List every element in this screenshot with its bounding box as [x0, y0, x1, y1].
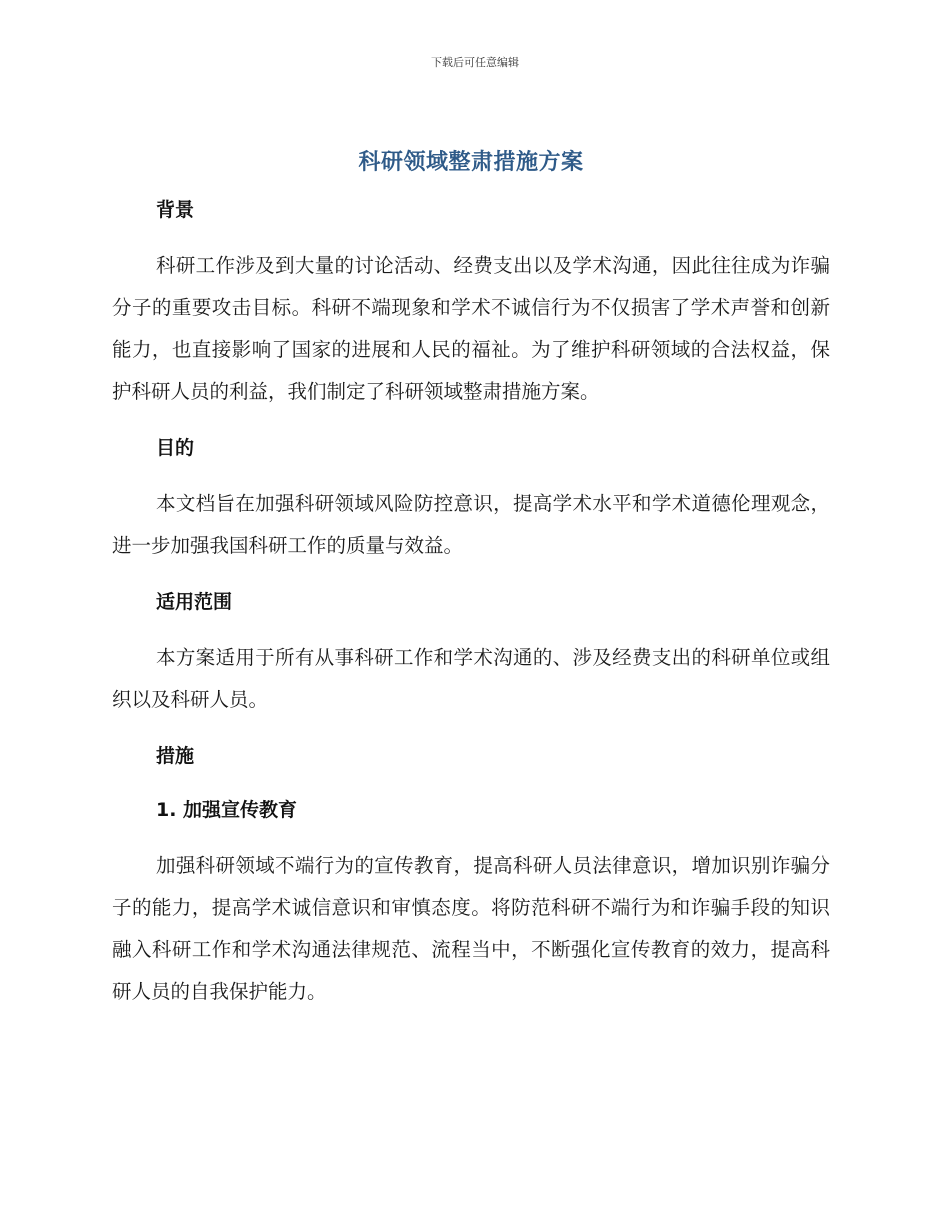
section-heading-scope: 适用范围: [156, 591, 233, 613]
section-heading-purpose: 目的: [156, 437, 195, 459]
section-heading-measures: 措施: [156, 745, 195, 767]
header-note: 下载后可任意编辑: [431, 56, 519, 69]
paragraph-scope: 本方案适用于所有从事科研工作和学术沟通的、涉及经费支出的科研单位或组织以及科研人员。: [112, 646, 830, 711]
document-title: 科研领域整肃措施方案: [358, 150, 584, 175]
section-heading-measure-1: 1. 加强宣传教育: [156, 799, 298, 821]
paragraph-purpose: 本文档旨在加强科研领域风险防控意识，提高学术水平和学术道德伦理观念，进一步加强我国科研工作的质量与效益。: [112, 492, 830, 557]
document-body: [112, 145, 830, 1013]
paragraph-background: 科研工作涉及到大量的讨论活动、经费支出以及学术沟通，因此往往成为诈骗分子的重要攻击目标。科研不端现象和学术不诚信行为不仅损害了学术声誉和创新能力，也直接影响了国家的进展和人民的福祉。为了维护科研领域的合法权益，保护科研人员的利益，我们制定了科研领域整肃措施方案。: [112, 254, 830, 403]
section-heading-background: 背景: [156, 199, 195, 221]
paragraph-measure-1: 加强科研领域不端行为的宣传教育，提高科研人员法律意识，增加识别诈骗分子的能力，提高学术诚信意识和审慎态度。将防范科研不端行为和诈骗手段的知识融入科研工作和学术沟通法律规范、流程当中，不断强化宣传教育的效力，提高科研人员的自我保护能力。: [112, 854, 830, 1003]
